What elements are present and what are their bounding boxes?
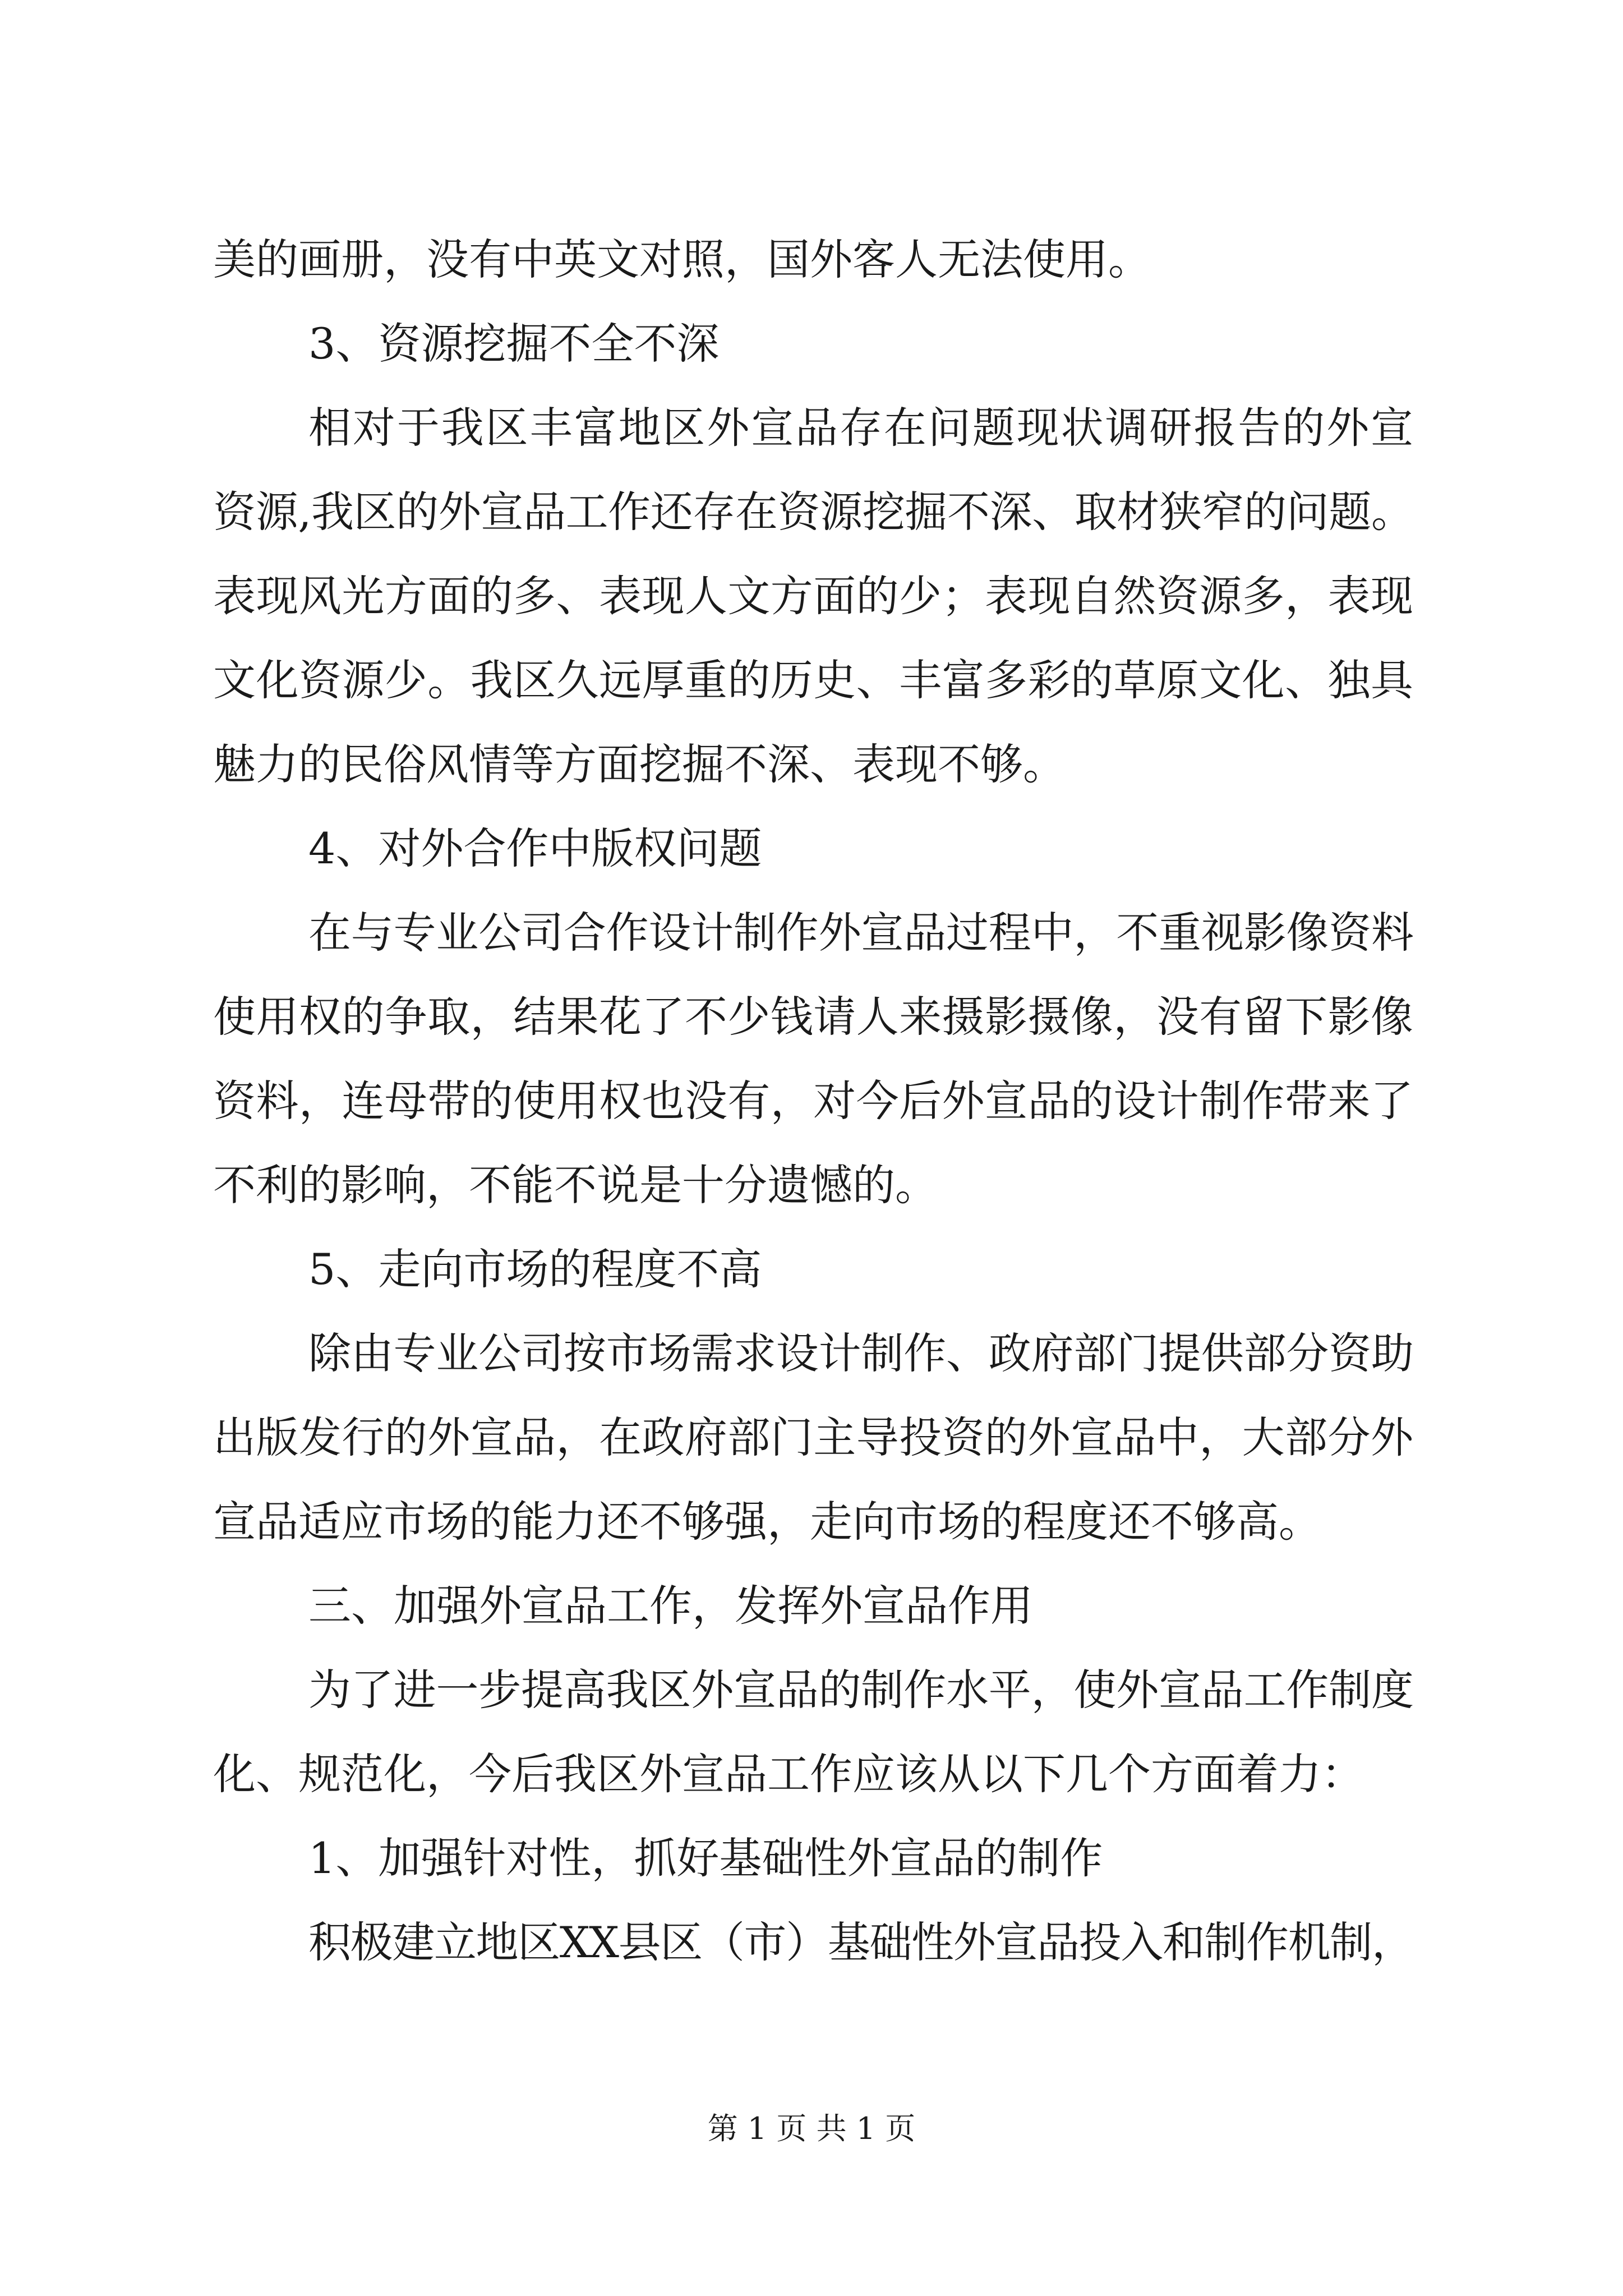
body-line: 表现风光方面的多、表现人文方面的少；表现自然资源多，表现 bbox=[213, 571, 1413, 621]
body-line: 魅力的民俗风情等方面挖掘不深、表现不够。 bbox=[213, 739, 1066, 789]
body-line: 除由专业公司按市场需求设计制作、政府部门提供部分资助 bbox=[308, 1328, 1413, 1378]
body-line: 资源,我区的外宣品工作还存在资源挖掘不深、取材狭窄的问题。 bbox=[213, 487, 1413, 537]
body-line: 宣品适应市场的能力还不够强，走向市场的程度还不够高。 bbox=[213, 1497, 1321, 1547]
body-line: 不利的影响，不能不说是十分遗憾的。 bbox=[213, 1160, 938, 1210]
body-line: 化、规范化，今后我区外宣品工作应该从以下几个方面着力： bbox=[213, 1749, 1364, 1799]
body-line: 使用权的争取，结果花了不少钱请人来摄影摄像，没有留下影像 bbox=[213, 992, 1413, 1042]
body-line: 积极建立地区XX县区（市）基础性外宣品投入和制作机制， bbox=[308, 1917, 1413, 1967]
body-line: 5、走向市场的程度不高 bbox=[308, 1244, 762, 1294]
body-line: 在与专业公司合作设计制作外宣品过程中，不重视影像资料 bbox=[308, 908, 1413, 958]
body-line: 三、加强外宣品工作，发挥外宣品作用 bbox=[308, 1581, 1033, 1631]
body-line: 资料，连母带的使用权也没有，对今后外宣品的设计制作带来了 bbox=[213, 1076, 1413, 1126]
body-line: 4、对外合作中版权问题 bbox=[308, 823, 762, 873]
document-body bbox=[213, 218, 1413, 1985]
body-line: 相对于我区丰富地区外宣品存在问题现状调研报告的外宣 bbox=[308, 403, 1413, 453]
body-line: 3、资源挖掘不全不深 bbox=[308, 319, 720, 369]
body-line: 出版发行的外宣品，在政府部门主导投资的外宣品中，大部分外 bbox=[213, 1412, 1413, 1462]
body-line: 为了进一步提高我区外宣品的制作水平，使外宣品工作制度 bbox=[308, 1665, 1413, 1715]
page-footer: 第 1 页 共 1 页 bbox=[707, 2111, 916, 2146]
body-line: 文化资源少。我区久远厚重的历史、丰富多彩的草原文化、独具 bbox=[213, 655, 1413, 705]
body-line: 1、加强针对性，抓好基础性外宣品的制作 bbox=[308, 1833, 1103, 1883]
body-line: 美的画册，没有中英文对照，国外客人无法使用。 bbox=[213, 234, 1151, 284]
